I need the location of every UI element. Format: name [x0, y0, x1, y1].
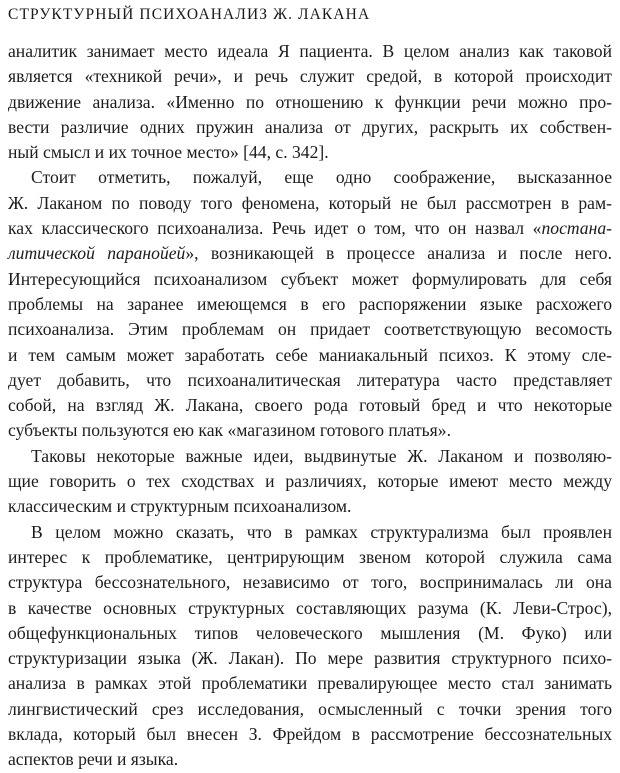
line-text: и тем самым может заработать себе маниакальный психоз. К этому сле-: [8, 344, 612, 365]
line-text: Таковы некоторые важные идеи, выдвинутые Ж. Лаканом и позволяю-: [31, 445, 612, 466]
line-text: Интересующийся психоанализом субъект может формулировать для себя: [8, 268, 612, 289]
text-line: [8, 747, 612, 772]
text-line: [8, 697, 612, 722]
text-line: [8, 545, 612, 570]
text-line: [8, 646, 612, 671]
running-head: СТРУКТУРНЫЙ ПСИХОАНАЛИЗ Ж. ЛАКАНА: [8, 6, 371, 23]
text-line: [8, 469, 612, 494]
text-line: [8, 267, 612, 292]
line-text: В целом можно сказать, что в рамках структурализма был проявлен: [31, 521, 612, 542]
text-line: [8, 671, 612, 696]
text-line: [8, 292, 612, 317]
text-line: [8, 494, 612, 519]
line-text: структуризации языка (Ж. Лакан). По мере развития структурного психо-: [8, 648, 612, 669]
text-line: [8, 722, 612, 747]
text-line: [8, 570, 612, 595]
paragraph: [8, 165, 612, 443]
text-line: [8, 444, 612, 469]
line-text: Стоит отметить, пожалуй, еще одно соображение, высказанное: [31, 167, 612, 188]
paragraph: [8, 39, 612, 165]
line-text: в качестве основных структурных составляющих разума (К. Леви-Строс),: [8, 597, 612, 618]
line-text: интерес к проблематике, центрирующим звеном которой служила сама: [8, 546, 612, 567]
line-text: вклада, который был внесен З. Фрейдом в рассмотрение бессознательных: [8, 724, 612, 745]
line-text: является «техникой речи», и речь служит средой, в которой происходит: [8, 66, 612, 87]
text-line: [8, 520, 612, 545]
line-text: щие говорить о тех сходствах и различиях, которые имеют место между: [8, 471, 612, 492]
line-text: Ж. Лаканом по поводу того феномена, который не был рассмотрен в рам-: [8, 192, 612, 213]
text-line: [8, 140, 612, 165]
line-text: дует добавить, что психоаналитическая литература часто представляет: [8, 369, 612, 390]
text-line: [8, 418, 612, 443]
line-text: лингвистический срез исследования, осмысленный с точки зрения того: [8, 698, 612, 719]
line-text: психоанализа. Этим проблемам он придает соответствующую весомость: [8, 319, 612, 340]
line-text: ный смысл и их точное место» [44, с. 342].: [8, 142, 329, 163]
line-text: аспектов речи и языка.: [8, 749, 179, 770]
paragraph: [8, 520, 612, 773]
text-line: [8, 216, 612, 241]
line-text: классическим и структурным психоанализом.: [8, 496, 352, 517]
italic-term: литической паранойей: [8, 243, 186, 264]
line-text: », возникающей в процессе анализа и после него.: [185, 243, 612, 264]
text-line: [8, 393, 612, 418]
line-text: ках классического психоанализа. Речь идет о том, что он назвал «: [8, 218, 542, 239]
text-line: [8, 368, 612, 393]
line-text: собой, на взгляд Ж. Лакана, своего рода готовый бред и что некоторые: [8, 395, 612, 416]
paragraph: [8, 444, 612, 520]
line-text: структура бессознательного, независимо от того, воспринималась ли она: [8, 572, 612, 593]
body-text: [8, 39, 612, 773]
text-line: [8, 621, 612, 646]
text-line: [8, 90, 612, 115]
text-line: [8, 64, 612, 89]
text-line: [8, 39, 612, 64]
line-text: анализа в рамках этой проблематики превалирующее место стал занимать: [8, 673, 612, 694]
text-line: [8, 317, 612, 342]
line-text: движение анализа. «Именно по отношению к функции речи можно про-: [8, 91, 612, 112]
text-line: [8, 191, 612, 216]
line-text: проблемы на заранее имеющемся в его распоряжении языке расхожего: [8, 293, 612, 314]
text-line: [8, 241, 612, 266]
line-text: вести различие одних пружин анализа от других, раскрыть их собствен-: [8, 116, 612, 137]
line-text: субъекты пользуются ею как «магазином готового платья».: [8, 420, 451, 441]
text-line: [8, 115, 612, 140]
line-text: аналитик занимает место идеала Я пациента. В целом анализ как таковой: [8, 41, 612, 61]
line-text: общефункциональных типов человеческого мышления (М. Фуко) или: [8, 622, 612, 643]
text-line: [8, 165, 612, 190]
text-line: [8, 596, 612, 621]
italic-term: постана-: [541, 218, 612, 239]
text-line: [8, 343, 612, 368]
